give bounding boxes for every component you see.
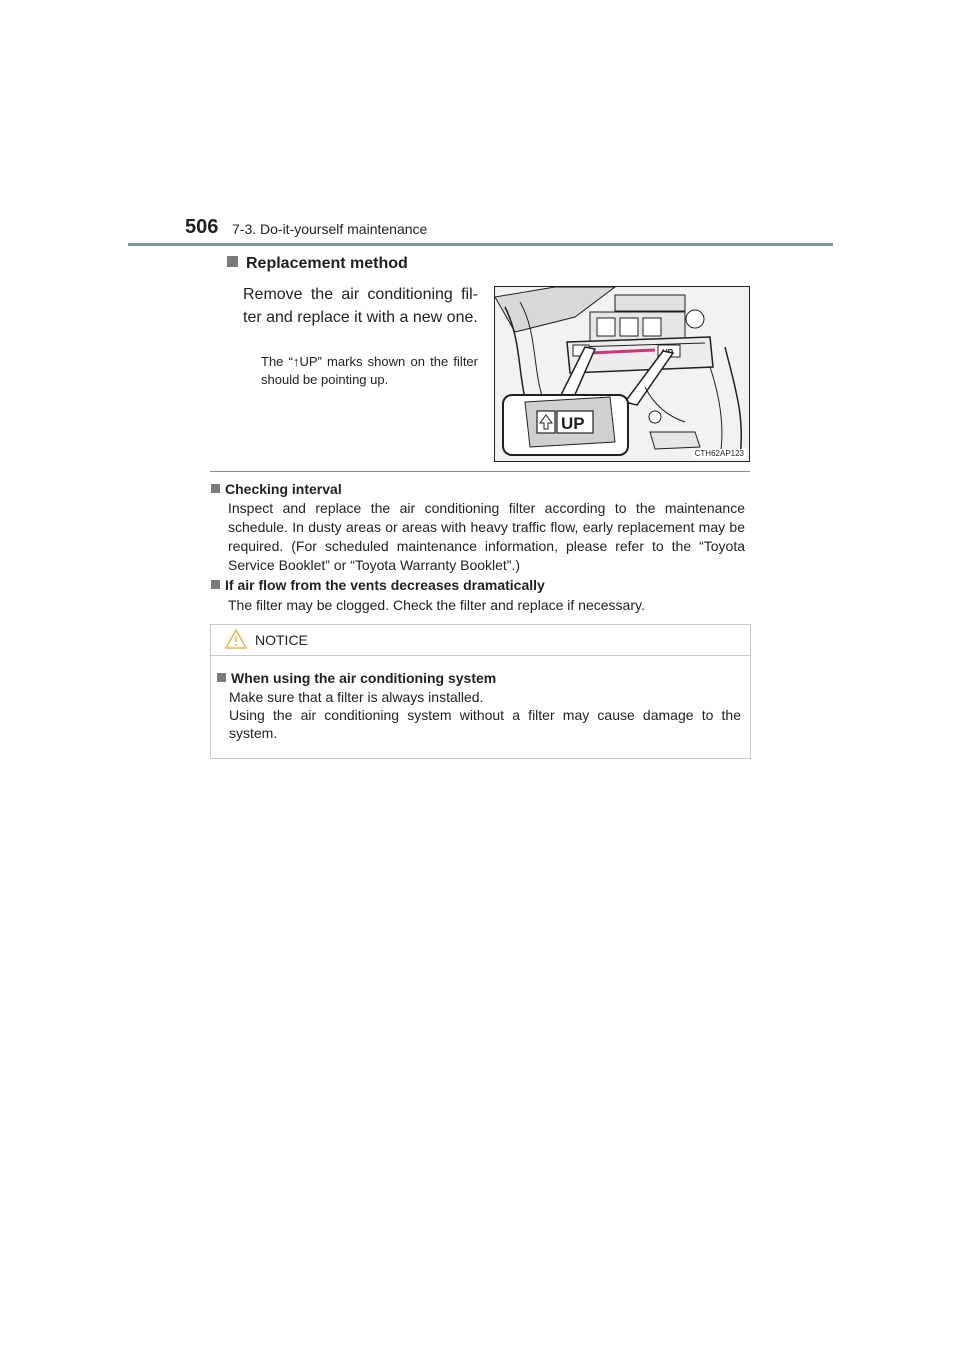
notice-body: [229, 688, 741, 742]
replacement-body: Remove the air conditioning fil-ter and replace it with a new one.: [243, 286, 478, 326]
square-bullet-icon: [217, 673, 226, 682]
notice-box: [210, 624, 751, 759]
air-flow-heading-text: If air flow from the vents decreases dramatically: [225, 577, 545, 593]
notice-line: Using the air conditioning system without a filter may cause damage to the system.: [229, 707, 741, 741]
square-bullet-icon: [211, 484, 220, 493]
header-rule: [128, 243, 833, 246]
checking-interval-heading: [211, 481, 342, 497]
checking-interval-heading-text: Checking interval: [225, 481, 342, 497]
notice-line: Make sure that a filter is always installed.: [229, 689, 484, 705]
notice-title: [217, 670, 496, 686]
air-flow-heading: [211, 577, 545, 593]
air-flow-body: The filter may be clogged. Check the filter and replace if necessary.: [228, 597, 645, 613]
section-title: 7-3. Do-it-yourself maintenance: [232, 221, 428, 237]
page-number: 506: [185, 216, 219, 238]
filter-illustration-drawing: [495, 287, 750, 462]
square-bullet-icon: [227, 256, 238, 267]
replacement-note: The “↑UP” marks shown on the filter should be pointing up.: [261, 354, 478, 387]
figure-code: CTH62AP123: [694, 449, 744, 458]
replacement-heading: [227, 255, 408, 273]
section-divider: [210, 471, 750, 472]
warning-triangle-icon: [225, 629, 247, 649]
notice-title-text: When using the air conditioning system: [231, 670, 497, 686]
filter-illustration: [494, 286, 750, 462]
square-bullet-icon: [211, 580, 220, 589]
notice-header: [211, 625, 750, 656]
replacement-heading-text: Replacement method: [246, 255, 408, 272]
up-label: UP: [561, 414, 585, 433]
checking-interval-body: Inspect and replace the air conditioning filter according to the maintenance schedule. In dusty areas or areas with heavy traffic flow, early replacement may be required. (For scheduled maintenance information, please refer to the “Toyota Service Booklet” or “Toyota Warranty Booklet”.): [228, 500, 745, 573]
notice-label: NOTICE: [255, 632, 308, 648]
